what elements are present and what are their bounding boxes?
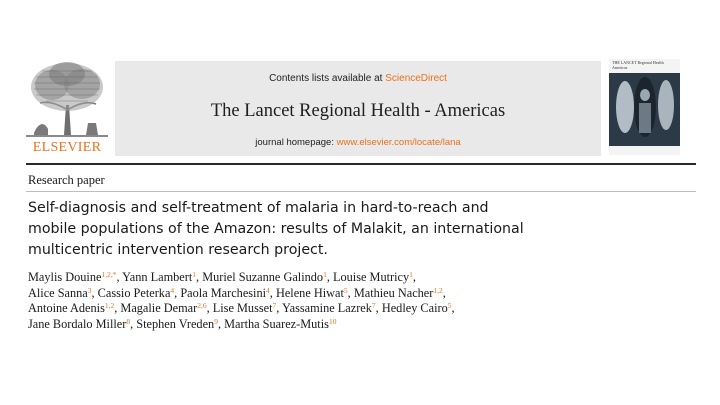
article-title-line: multicentric intervention research project.: [28, 242, 328, 258]
cover-header: [609, 59, 680, 73]
author-separator: ,: [412, 270, 416, 284]
author-name[interactable]: Antoine Adenis: [28, 301, 105, 316]
author-separator: ,: [451, 301, 455, 316]
author-affiliation-marker[interactable]: 1,2: [104, 301, 115, 311]
author-separator: ,: [375, 301, 382, 316]
journal-homepage: [115, 137, 601, 148]
author-affiliation-marker[interactable]: 7: [272, 301, 277, 311]
journal-header-box: [115, 61, 601, 156]
author-affiliation-marker[interactable]: 5: [447, 301, 452, 311]
author-separator: ,: [217, 316, 225, 331]
author-affiliation-marker[interactable]: 1,2,*: [101, 270, 117, 279]
author-name[interactable]: Hedley Cairo: [381, 301, 448, 316]
header-divider: [26, 163, 696, 165]
author-list: [28, 270, 688, 332]
author-affiliation-marker[interactable]: 1: [409, 270, 413, 279]
author-name[interactable]: Louise Mutricy: [333, 270, 410, 284]
author-name[interactable]: Maylis Douine: [28, 270, 102, 284]
author-name[interactable]: Mathieu Nacher: [353, 285, 434, 300]
author-affiliation-marker[interactable]: 2,6: [197, 301, 207, 311]
author-affiliation-marker[interactable]: 1: [323, 270, 327, 279]
cover-footer: [609, 146, 680, 155]
author-name[interactable]: Stephen Vreden: [136, 316, 215, 331]
author-name[interactable]: Muriel Suzanne Galindo: [202, 270, 324, 284]
author-separator: ,: [174, 285, 181, 300]
author-separator: ,: [326, 270, 333, 284]
homepage-prefix: journal homepage:: [255, 137, 337, 148]
article-title: [28, 198, 668, 261]
article-title-line: mobile populations of the Amazon: results of Malakit, an international: [28, 221, 524, 237]
contents-prefix: Contents lists available at: [269, 73, 386, 84]
author-affiliation-marker[interactable]: 4: [170, 285, 175, 295]
author-name[interactable]: Magalie Demar: [120, 301, 198, 316]
author-affiliation-marker[interactable]: 10: [328, 316, 337, 326]
journal-title: The Lancet Regional Health - Americas: [210, 101, 506, 121]
author-separator: ,: [116, 270, 123, 284]
author-name[interactable]: Paola Marchesini: [180, 285, 267, 300]
article-type-divider: [26, 191, 696, 192]
author-name[interactable]: Alice Sanna: [28, 285, 88, 300]
author-separator: ,: [347, 285, 354, 300]
author-name[interactable]: Yassamine Lazrek: [281, 301, 372, 316]
author-separator: ,: [206, 301, 213, 316]
author-separator: ,: [442, 285, 446, 300]
author-affiliation-marker[interactable]: 5: [343, 285, 348, 295]
article-title-line: Self-diagnosis and self-treatment of malaria in hard-to-reach and: [28, 200, 489, 216]
author-affiliation-marker[interactable]: 1: [192, 270, 197, 279]
author-separator: ,: [276, 301, 282, 316]
author-name[interactable]: Cassio Peterka: [97, 285, 171, 300]
author-affiliation-marker[interactable]: 9: [214, 316, 218, 326]
author-affiliation-marker[interactable]: 1,2: [433, 285, 443, 295]
journal-masthead: [26, 57, 696, 160]
author-separator: ,: [114, 301, 121, 316]
author-line: [28, 301, 688, 317]
author-affiliation-marker[interactable]: 3: [87, 285, 92, 295]
cover-title: THE LANCET Regional Health: [612, 60, 664, 65]
author-line: [28, 286, 688, 302]
author-affiliation-marker[interactable]: 8: [126, 316, 131, 326]
author-name[interactable]: Jane Bordalo Miller: [28, 316, 127, 331]
author-name[interactable]: Yann Lambert: [122, 270, 193, 284]
article-type: Research paper: [28, 173, 105, 187]
contents-availability: [115, 73, 601, 84]
author-separator: ,: [196, 270, 203, 284]
author-separator: ,: [130, 316, 137, 331]
homepage-link[interactable]: www.elsevier.com/locate/lana: [336, 137, 461, 148]
author-affiliation-marker[interactable]: 4: [266, 285, 270, 295]
journal-cover-image: [609, 59, 680, 155]
author-name[interactable]: Helene Hiwat: [275, 285, 344, 300]
author-separator: ,: [269, 285, 276, 300]
author-separator: ,: [91, 285, 98, 300]
cover-artwork: [609, 73, 680, 146]
cover-subtitle: Americas: [612, 64, 628, 70]
author-name[interactable]: Lise Musset: [212, 301, 273, 316]
publisher-name: ELSEVIER: [32, 140, 102, 155]
sciencedirect-link[interactable]: ScienceDirect: [385, 73, 447, 84]
author-line: [28, 270, 688, 286]
author-line: [28, 317, 688, 333]
author-affiliation-marker[interactable]: 7: [371, 301, 376, 311]
author-name[interactable]: Martha Suarez-Mutis: [224, 316, 329, 331]
